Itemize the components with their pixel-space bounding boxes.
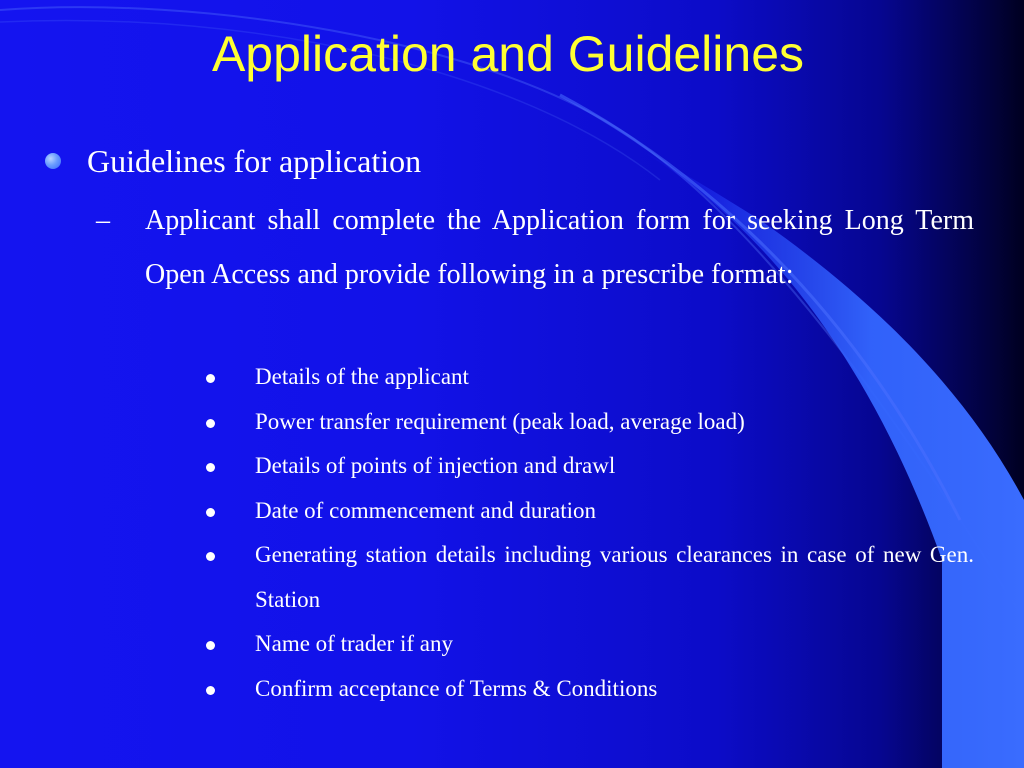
list-item	[200, 533, 974, 622]
list-item	[200, 622, 974, 667]
white-dot-bullet-icon	[206, 552, 215, 561]
list-item-text: Generating station details including various clearances in case of new Gen. Station	[255, 542, 974, 612]
level1-text: Guidelines for application	[87, 143, 422, 179]
white-dot-bullet-icon	[206, 508, 215, 517]
list-item-text: Name of trader if any	[255, 631, 453, 656]
list-item-text: Confirm acceptance of Terms & Conditions	[255, 675, 658, 701]
list-item	[200, 400, 974, 445]
dash-bullet-icon: –	[96, 205, 110, 236]
level2-text: Applicant shall complete the Application form for seeking Long Term Open Access and provide following in a prescribe format:	[145, 205, 974, 290]
white-dot-bullet-icon	[206, 419, 215, 428]
blue-dot-bullet-icon	[45, 153, 61, 169]
white-dot-bullet-icon	[206, 463, 215, 472]
white-dot-bullet-icon	[206, 641, 215, 650]
list-item	[200, 355, 974, 400]
level3-bullet-list	[200, 355, 974, 711]
list-item-text: Details of the applicant	[255, 364, 469, 389]
list-item	[200, 667, 974, 712]
white-dot-bullet-icon	[206, 686, 215, 695]
list-item-text: Power transfer requirement (peak load, average load)	[255, 408, 745, 434]
list-item	[200, 489, 974, 534]
list-item-text: Date of commencement and duration	[255, 497, 597, 523]
list-item	[200, 444, 974, 489]
white-dot-bullet-icon	[206, 374, 215, 383]
list-item-text: Details of points of injection and drawl	[255, 453, 616, 478]
slide-title: Application and Guidelines	[211, 26, 805, 82]
